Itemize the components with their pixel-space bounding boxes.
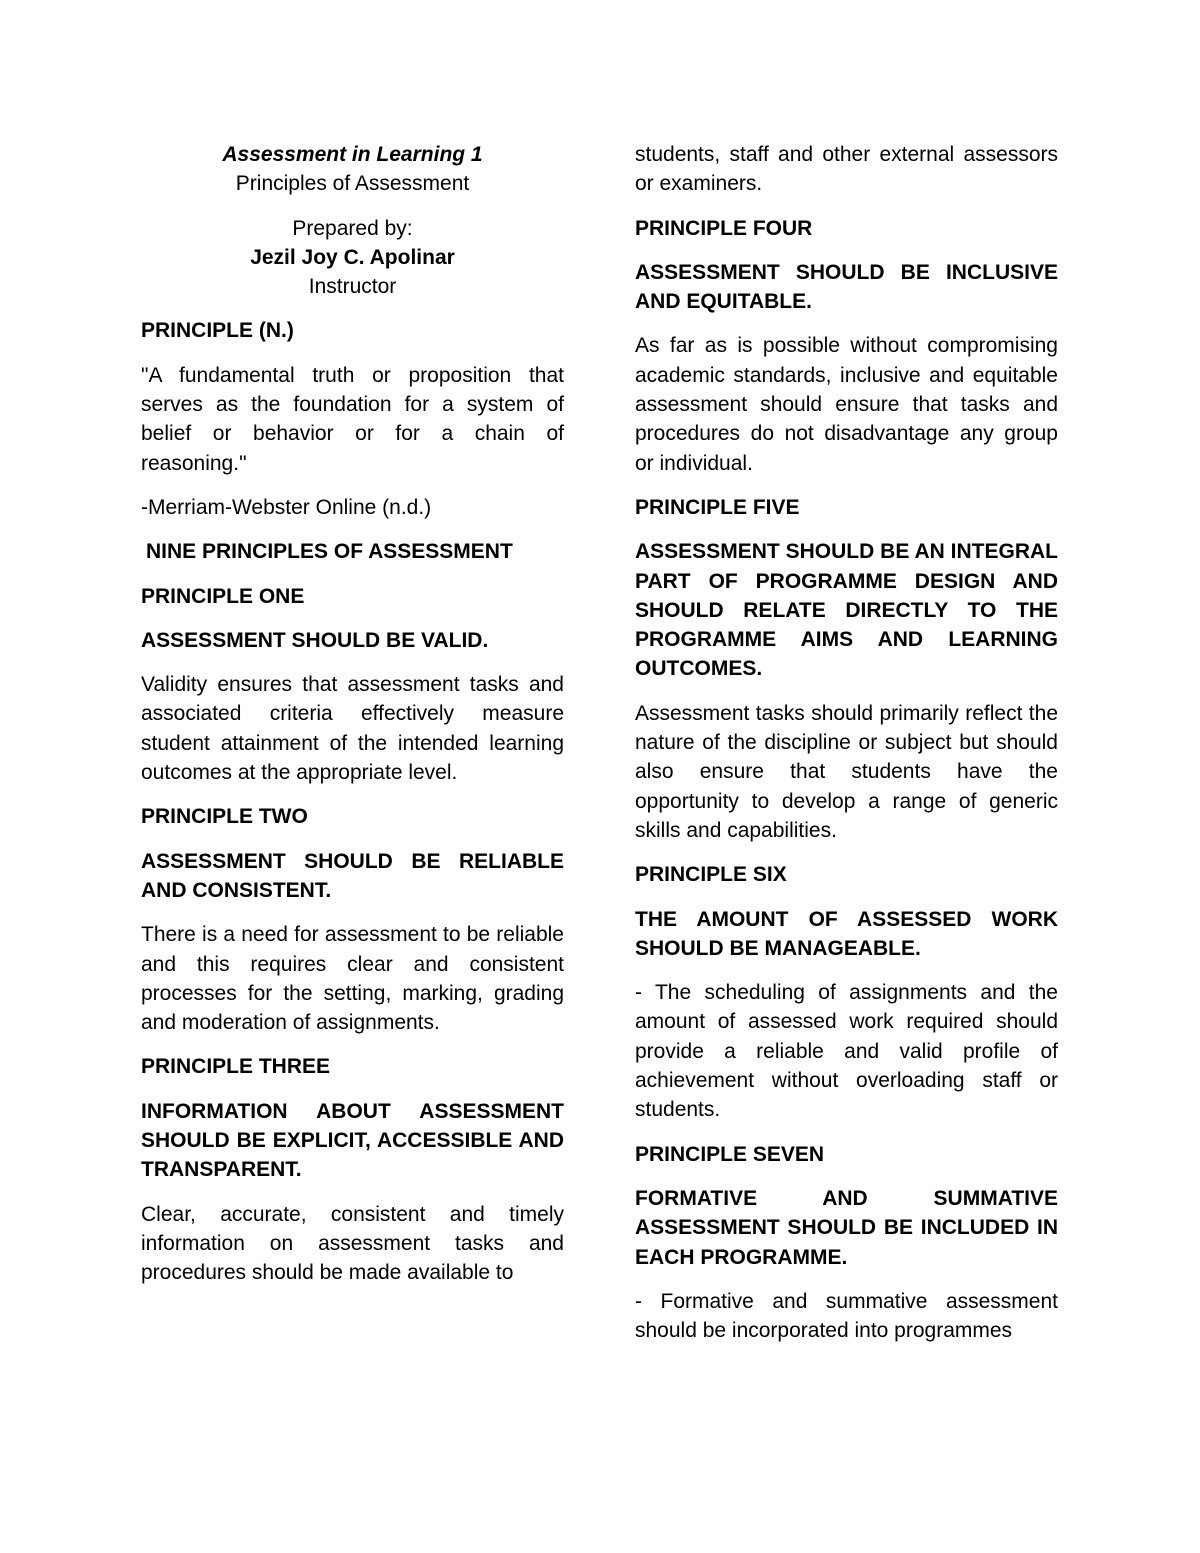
principle-five-label: PRINCIPLE FIVE — [635, 495, 800, 519]
principle-six-label: PRINCIPLE SIX — [635, 863, 787, 887]
principle-four-label: PRINCIPLE FOUR — [635, 216, 813, 240]
principle-two-label: PRINCIPLE TWO — [141, 805, 308, 829]
principle-two-statement: ASSESSMENT SHOULD BE RELIABLE AND CONSISTENT. — [141, 849, 564, 902]
principle-five-statement: ASSESSMENT SHOULD BE AN INTEGRAL PART OF PROGRAMME DESIGN AND SHOULD RELATE DIRECTLY TO THE PROGRAMME AIMS AND LEARNING OUTCOMES. — [635, 540, 1058, 681]
author-name: Jezil Joy C. Apolinar — [250, 245, 455, 269]
principle-one-statement: ASSESSMENT SHOULD BE VALID. — [141, 628, 489, 652]
definition-quote: "A fundamental truth or proposition that serves as the foundation for a system of belief or behavior or for a chain of reasoning." — [141, 363, 564, 475]
document-subtitle: Principles of Assessment — [235, 172, 470, 196]
left-column — [141, 140, 564, 1288]
principle-five-body: Assessment tasks should primarily reflect the nature of the discipline or subject but should also ensure that students have the opportunity to develop a range of generic skills and capabilities. — [635, 701, 1058, 842]
prepared-by-label: Prepared by: — [292, 216, 413, 240]
section-title: NINE PRINCIPLES OF ASSESSMENT — [146, 540, 513, 564]
right-column — [635, 140, 1058, 1345]
principle-three-label: PRINCIPLE THREE — [141, 1055, 331, 1079]
course-title: Assessment in Learning 1 — [222, 143, 483, 166]
author-role: Instructor — [308, 275, 397, 299]
principle-six-statement: THE AMOUNT OF ASSESSED WORK SHOULD BE MANAGEABLE. — [635, 907, 1058, 960]
definition-source: -Merriam-Webster Online (n.d.) — [141, 495, 432, 519]
principle-four-body: As far as is possible without compromising academic standards, inclusive and equitable assessment should ensure that tasks and procedures do not disadvantage any group or individual. — [635, 334, 1058, 475]
principle-two-body: There is a need for assessment to be reliable and this requires clear and consistent processes for the setting, marking, grading and moderation of assignments. — [141, 923, 564, 1035]
definition-heading: PRINCIPLE (N.) — [141, 319, 294, 343]
principle-four-statement: ASSESSMENT SHOULD BE INCLUSIVE AND EQUITABLE. — [635, 260, 1058, 314]
principle-six-body: - The scheduling of assignments and the amount of assessed work required should provide a reliable and valid profile of achievement without overloading staff or students. — [635, 981, 1058, 1122]
principle-seven-statement: FORMATIVE AND SUMMATIVE ASSESSMENT SHOULD BE INCLUDED IN EACH PROGRAMME. — [635, 1186, 1058, 1269]
principle-three-body-part2: students, staff and other external assessors or examiners. — [635, 143, 1058, 196]
principle-one-label: PRINCIPLE ONE — [141, 584, 305, 608]
principle-three-statement: INFORMATION ABOUT ASSESSMENT SHOULD BE EXPLICIT, ACCESSIBLE AND TRANSPARENT. — [141, 1099, 564, 1182]
principle-seven-body: - Formative and summative assessment should be incorporated into programmes — [635, 1289, 1058, 1343]
principle-three-body-part1: Clear, accurate, consistent and timely information on assessment tasks and procedures should be made available to — [141, 1202, 564, 1285]
principle-seven-label: PRINCIPLE SEVEN — [635, 1142, 825, 1166]
principle-one-body: Validity ensures that assessment tasks and associated criteria effectively measure student attainment of the intended learning outcomes at the appropriate level. — [141, 673, 564, 785]
